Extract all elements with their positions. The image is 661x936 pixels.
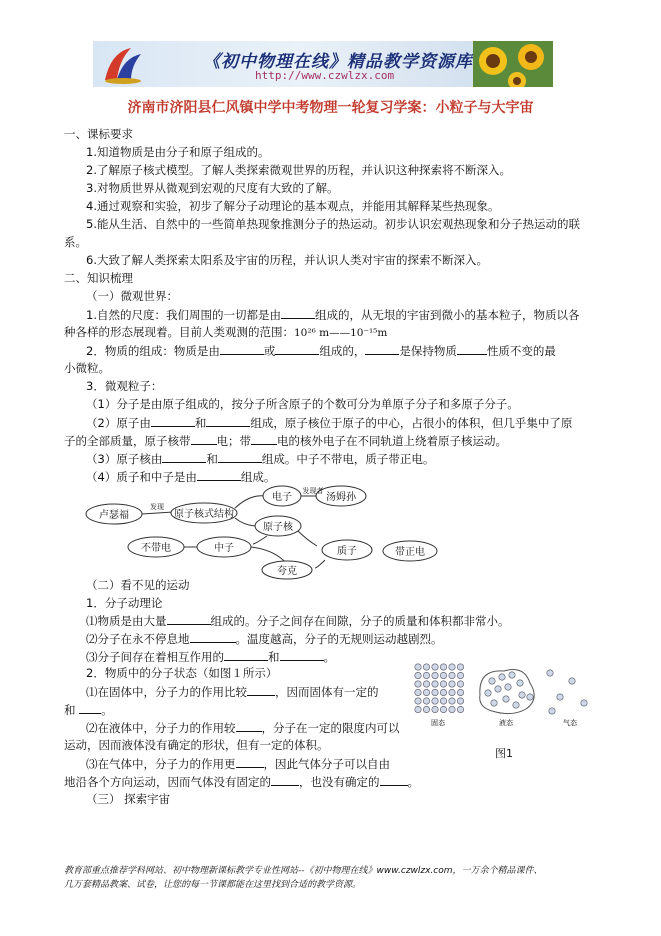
solid-molecule — [449, 681, 455, 687]
micro-p3-2: （2）原子由 和 组成，原子核位于原子的中心，占很小的体积，但几乎集中了原 — [86, 416, 573, 430]
solid-molecule — [415, 681, 421, 687]
banner-title: 《初中物理在线》精品教学资源库 — [203, 52, 473, 72]
motion-heading: （二）看不见的运动 — [86, 578, 190, 592]
diagram-label: 原子核式结构 — [174, 509, 234, 520]
diagram-label: 不带电 — [141, 543, 171, 554]
solid-molecule — [432, 698, 438, 704]
figure-caption: 图1 — [495, 747, 513, 759]
kinetic-2: ⑵分子在永不停息地 。温度越高，分子的无规则运动越剧烈。 — [86, 632, 443, 646]
kinetic-theory: 1．分子动理论 — [86, 596, 163, 610]
state-liquid-cont: 运动，因而液体没有确定的形状，但有一定的体积。 — [64, 738, 329, 752]
kinetic-3: ⑶分子间存在着相互作用的 和 。 — [86, 650, 335, 664]
gas-molecules — [547, 670, 587, 714]
answer-blank[interactable] — [271, 774, 299, 786]
answer-blank[interactable] — [151, 415, 195, 427]
answer-blank[interactable] — [280, 649, 324, 661]
answer-blank[interactable] — [197, 469, 241, 481]
solid-molecule — [415, 698, 421, 704]
answer-blank[interactable] — [380, 774, 408, 786]
observation-range: 10²⁶ m——10⁻¹⁵m — [294, 327, 388, 339]
solid-molecules — [415, 664, 464, 713]
states-of-matter-figure — [412, 659, 602, 759]
solid-molecule — [440, 698, 446, 704]
sunflower-image — [473, 41, 553, 87]
diagram-label: 卢瑟福 — [99, 510, 129, 521]
diagram-label: 电子 — [272, 492, 292, 503]
micro-p3-3: （3）原子核由 和 组成。中子不带电，质子带正电。 — [86, 452, 435, 466]
state-liquid: ⑵在液体中，分子力的作用较 ，分子在一定的限度内可以 — [86, 721, 400, 735]
solid-molecule — [457, 664, 463, 670]
solid-molecule — [432, 689, 438, 695]
answer-blank[interactable] — [251, 433, 277, 445]
diagram-label: 中子 — [214, 543, 234, 554]
state-gas: ⑶在气体中，分子力的作用更 ，因此气体分子可以自由 — [86, 757, 390, 771]
standard-item: 6.大致了解人类探索太阳系及宇宙的历程，并认识人类对宇宙的探索不断深入。 — [86, 253, 488, 267]
document-title: 济南市济阳县仁风镇中学中考物理一轮复习学案：小粒子与大宇宙 — [127, 100, 534, 116]
answer-blank[interactable] — [79, 702, 101, 714]
solid-molecule — [440, 672, 446, 678]
solid-molecule — [440, 664, 446, 670]
solid-molecule — [457, 672, 463, 678]
answer-blank[interactable] — [220, 343, 264, 355]
gas-label: 气态 — [563, 719, 577, 727]
answer-blank[interactable] — [167, 613, 211, 625]
solid-molecule — [415, 689, 421, 695]
answer-blank[interactable] — [247, 684, 275, 696]
solid-molecule — [415, 672, 421, 678]
micro-p3: 3．微观粒子： — [86, 379, 163, 393]
diagram-label: 发现 — [150, 503, 164, 511]
solid-molecule — [432, 664, 438, 670]
page-footer — [64, 864, 624, 892]
solid-molecule — [432, 681, 438, 687]
answer-blank[interactable] — [275, 343, 319, 355]
answer-blank[interactable] — [162, 451, 206, 463]
solid-molecule — [449, 664, 455, 670]
diagram-label: 质子 — [337, 546, 357, 557]
solid-molecule — [415, 706, 421, 712]
solid-molecule — [457, 706, 463, 712]
solid-molecule — [423, 698, 429, 704]
answer-blank[interactable] — [190, 631, 236, 643]
solid-molecule — [423, 681, 429, 687]
solid-molecule — [432, 672, 438, 678]
answer-blank[interactable] — [224, 649, 268, 661]
answer-blank[interactable] — [365, 343, 399, 355]
micro-p2-cont: 小微粒。 — [64, 361, 110, 375]
standard-item: 2.了解原子核式模型。了解人类探索微观世界的历程，并认识这种探索将不断深入。 — [86, 163, 511, 177]
footer-line: 教育部重点推荐学科网站、初中物理新课标教学专业性网站--《初中物理在线》www.czwlzx.com，一万余个精品课件、 — [64, 866, 543, 876]
atom-structure-diagram — [85, 484, 440, 580]
solid-molecule — [449, 672, 455, 678]
section1-heading: 一、课标要求 — [64, 127, 133, 141]
answer-blank[interactable] — [236, 720, 262, 732]
standard-item: 3.对物质世界从微观到宏观的尺度有大致的了解。 — [86, 181, 339, 195]
diagram-label: 带正电 — [395, 547, 425, 558]
solid-molecule — [423, 672, 429, 678]
solid-molecule — [457, 698, 463, 704]
solid-molecule — [415, 664, 421, 670]
solid-molecule — [457, 689, 463, 695]
standard-item: 4.通过观察和实验，初步了解分子动理论的基本观点，并能用其解释某些热现象。 — [86, 199, 500, 213]
solid-molecule — [457, 681, 463, 687]
state-solid-cont: 和 。 — [64, 703, 113, 717]
kinetic-1: ⑴物质是由大量 组成的。分子之间存在间隙，分子的质量和体积都非常小。 — [86, 614, 510, 628]
standard-item: 1.知道物质是由分子和原子组成的。 — [86, 145, 270, 159]
solid-molecule — [440, 706, 446, 712]
micro-p1-cont: 种各样的形态展现着。目前人类观测的范围：10²⁶ m——10⁻¹⁵m — [64, 325, 388, 339]
solid-label: 固态 — [431, 719, 445, 727]
micro-p2: 2．物质的组成：物质是由 或 组成的， 是保持物质 性质不变的最 — [86, 344, 556, 358]
liquid-molecules — [485, 672, 533, 708]
answer-blank[interactable] — [218, 451, 262, 463]
solid-molecule — [449, 689, 455, 695]
diagram-label: 发现者 — [302, 487, 324, 495]
state-solid: ⑴在固体中，分子力的作用比较 ，因而固体有一定的 — [86, 685, 379, 699]
solid-molecule — [423, 706, 429, 712]
solid-molecule — [432, 706, 438, 712]
solid-molecule — [423, 664, 429, 670]
answer-blank[interactable] — [281, 307, 315, 319]
micro-p3-2-cont: 子的全部质量，原子核带 电；带 电的核外电子在不同轨道上绕着原子核运动。 — [64, 434, 507, 448]
site-logo — [101, 44, 145, 84]
header-banner — [93, 41, 553, 87]
solid-molecule — [449, 706, 455, 712]
standard-item: 系。 — [64, 235, 87, 249]
diagram-label: 原子核 — [263, 522, 293, 533]
solid-molecule — [440, 689, 446, 695]
molecule-states: 2．物质中的分子状态（如图１所示） — [86, 666, 278, 680]
solid-molecule — [423, 689, 429, 695]
liquid-label: 液态 — [499, 719, 513, 727]
micro-p3-1: （1）分子是由原子组成的，按分子所含原子的个数可分为单原子分子和多原子分子。 — [86, 397, 519, 411]
answer-blank[interactable] — [236, 756, 264, 768]
standard-item: 5.能从生活、自然中的一些简单热现象推测分子的热运动。初步认识宏观热现象和分子热运动的联 — [86, 217, 580, 231]
micro-heading: （一）微观世界： — [86, 289, 178, 303]
answer-blank[interactable] — [457, 343, 487, 355]
universe-heading: （三） 探索宇宙 — [86, 792, 171, 806]
micro-p3-4: （4）质子和中子是由 组成。 — [86, 470, 276, 484]
micro-p1: 1.自然的尺度：我们周围的一切都是由 组成的，从无垠的宇宙到微小的基本粒子，物质以各 — [86, 308, 580, 322]
solid-molecule — [449, 698, 455, 704]
diagram-label: 汤姆孙 — [326, 492, 356, 503]
solid-molecule — [440, 681, 446, 687]
section2-heading: 二、知识梳理 — [64, 271, 133, 285]
banner-url[interactable]: http://www.czwlzx.com — [255, 69, 395, 82]
footer-line: 几万套精品教案、试卷，让您的每一节课都能在这里找到合适的教学资源。 — [64, 880, 362, 890]
diagram-label: 夸克 — [277, 566, 297, 577]
state-gas-cont: 地沿各个方向运动，因而气体没有固定的 ，也没有确定的 。 — [64, 775, 419, 789]
answer-blank[interactable] — [206, 415, 250, 427]
answer-blank[interactable] — [191, 433, 217, 445]
